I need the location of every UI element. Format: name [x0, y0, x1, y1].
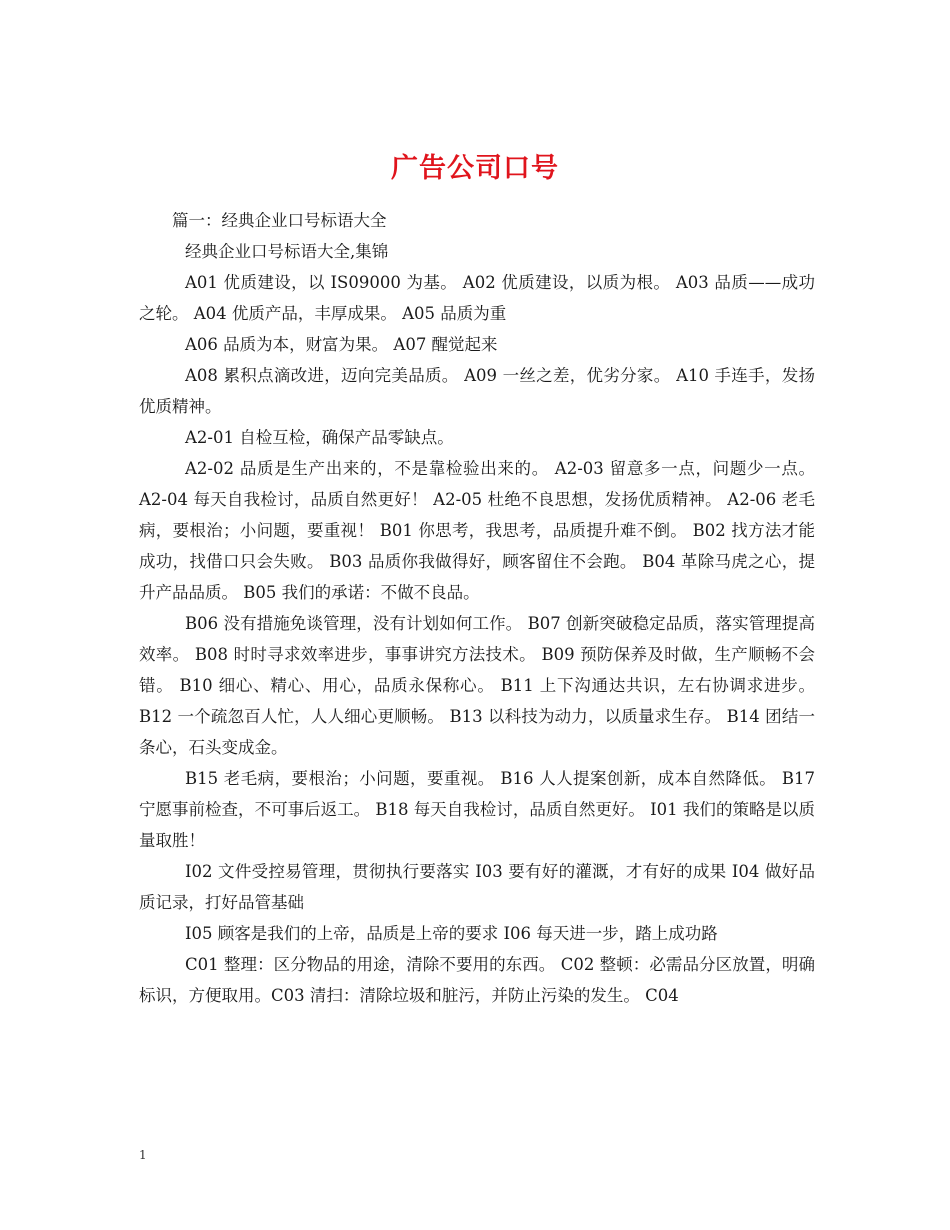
paragraph: A08 累积点滴改进，迈向完美品质。 A09 一丝之差，优劣分家。 A10 手连手，发扬优质精神。	[139, 366, 815, 416]
paragraph: A2-01 自检互检，确保产品零缺点。	[185, 428, 454, 447]
document-body	[139, 205, 815, 1011]
paragraph: I02 文件受控易管理，贯彻执行要落实 I03 要有好的灌溉，才有好的成果 I04 做好品质记录，打好品管基础	[139, 862, 815, 912]
section-heading: 篇一：经典企业口号标语大全	[172, 211, 387, 230]
document-title: 广告公司口号	[391, 153, 559, 185]
paragraph: A06 品质为本，财富为果。 A07 醒觉起来	[185, 335, 498, 354]
paragraph: C01 整理：区分物品的用途，清除不要用的东西。 C02 整顿：必需品分区放置，明确标识，方便取用。C03 清扫：清除垃圾和脏污，并防止污染的发生。 C04	[139, 955, 815, 1005]
paragraph: A01 优质建设，以 IS09000 为基。 A02 优质建设，以质为根。 A03 品质——成功之轮。 A04 优质产品，丰厚成果。 A05 品质为重	[139, 273, 815, 323]
paragraph: I05 顾客是我们的上帝，品质是上帝的要求 I06 每天进一步，踏上成功路	[185, 924, 718, 943]
paragraph: A2-02 品质是生产出来的，不是靠检验出来的。 A2-03 留意多一点，问题少一点。 A2-04 每天自我检讨，品质自然更好！ A2-05 杜绝不良思想，发扬优质精神。 A2-06 老毛病，要根治；小问题，要重视！ B01 你思考，我思考，品质提升难不倒。 B02 找方法才能成功，找借口只会失败。 B03 品质你我做得好，顾客留住不会跑。 B04 革除马虎之心，提升产品品质。 B05 我们的承诺：不做不良品。	[139, 459, 815, 602]
paragraph: B06 没有措施免谈管理，没有计划如何工作。 B07 创新突破稳定品质，落实管理提高效率。 B08 时时寻求效率进步，事事讲究方法技术。 B09 预防保养及时做，生产顺畅不会错。 B10 细心、精心、用心，品质永保称心。 B11 上下沟通达共识，左右协调求进步。 B12 一个疏忽百人忙，人人细心更顺畅。 B13 以科技为动力，以质量求生存。 B14 团结一条心，石头变成金。	[139, 614, 815, 757]
paragraph: 经典企业口号标语大全,集锦	[185, 242, 389, 261]
paragraph: B15 老毛病，要根治；小问题，要重视。 B16 人人提案创新，成本自然降低。 B17 宁愿事前检查，不可事后返工。 B18 每天自我检讨，品质自然更好。 I01 我们的策略是以质量取胜！	[139, 769, 815, 850]
page-number: 1	[139, 1148, 147, 1162]
